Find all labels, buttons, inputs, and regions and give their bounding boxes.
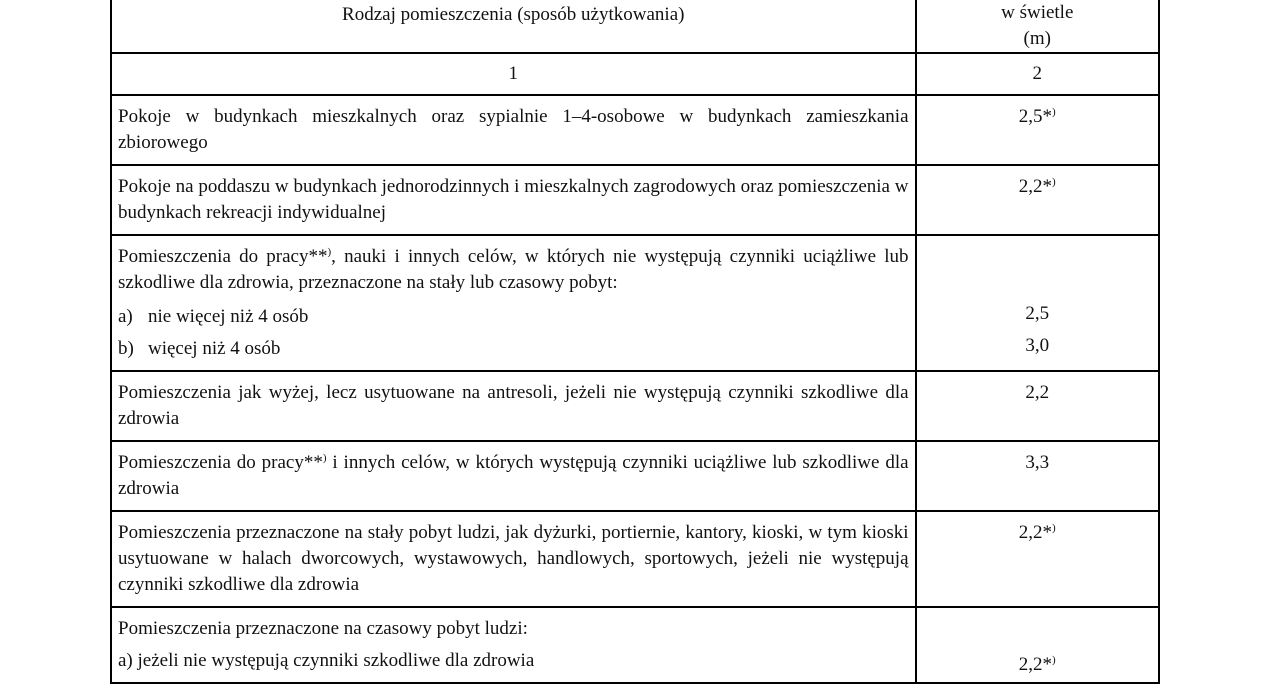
footnote-mark: ) (1052, 176, 1056, 188)
table-header-row (111, 0, 1159, 53)
table-row (111, 95, 1159, 165)
sub-item-b-value: 3,0 (1025, 335, 1050, 356)
footnote-mark: ) (1052, 522, 1056, 534)
row-description: Pokoje w budynkach mieszkalnych oraz sypialnie 1–4-osobowe w budynkach zamieszkania zbiorowego (111, 95, 916, 165)
value-text: 2,2* (1018, 522, 1053, 543)
row-text-part: i innych celów, w których występują czynniki uciążliwe lub szkodliwe dla zdrowia (118, 452, 909, 499)
row-description (111, 607, 916, 683)
row-height-value (916, 511, 1159, 607)
header-room-type-cell (111, 0, 916, 53)
column-number-2: 2 (916, 53, 1159, 95)
row-text-part: Pomieszczenia przeznaczone na czasowy pobyt ludzi: (118, 618, 528, 639)
row-text-part: , nauki i innych celów, w których nie występują czynniki uciążliwe lub szkodliwe dla zdrowia, przeznaczone na stały lub czasowy pobyt: (118, 246, 909, 293)
row-height-value: 2,2 (916, 371, 1159, 441)
table-row (111, 371, 1159, 441)
row-text-part: Pomieszczenia do pracy** (118, 452, 323, 473)
sub-item-label: nie więcej niż 4 osób (148, 306, 309, 327)
footnote-mark: ) (327, 246, 332, 258)
header-height-cell (916, 0, 1159, 53)
table-row (111, 607, 1159, 683)
sub-item-label: a) jeżeli nie występują czynniki szkodliwe dla zdrowia (118, 650, 535, 671)
row-text-part: Pomieszczenia do pracy** (118, 246, 328, 267)
row-height-value: 3,3 (916, 441, 1159, 511)
column-number-1: 1 (111, 53, 916, 95)
footnote-mark: ) (1052, 106, 1056, 118)
row-description (111, 235, 916, 371)
sub-item-label: więcej niż 4 osób (148, 338, 281, 359)
row-height-value (916, 607, 1159, 683)
row-height-value (916, 235, 1159, 371)
table-row (111, 511, 1159, 607)
footnote-mark: ) (322, 452, 327, 464)
footnote-mark: ) (1052, 654, 1056, 666)
value-text: 2,5* (1018, 106, 1053, 127)
header-room-type-title: Rodzaj pomieszczenia (sposób użytkowania) (342, 4, 685, 25)
header-height-line1: w świetle (1001, 2, 1074, 23)
height-requirements-table (110, 0, 1160, 684)
table-row (111, 441, 1159, 511)
row-description (111, 441, 916, 511)
row-description: Pomieszczenia jak wyżej, lecz usytuowane na antresoli, jeżeli nie występują czynniki szkodliwe dla zdrowia (111, 371, 916, 441)
row-height-value (916, 165, 1159, 235)
value-text: 2,2* (1018, 176, 1053, 197)
sub-item-a-value: 2,5 (1025, 303, 1050, 324)
sub-item-a (118, 648, 909, 674)
column-number-row (111, 53, 1159, 95)
sub-item-a (118, 304, 909, 330)
row-height-value (916, 95, 1159, 165)
header-height-unit: (m) (1023, 28, 1051, 49)
value-text: 2,2* (1018, 654, 1053, 675)
sub-item-marker: a) (118, 306, 133, 327)
table-row (111, 235, 1159, 371)
table-row (111, 165, 1159, 235)
sub-item-b (118, 336, 909, 362)
sub-item-marker: b) (118, 338, 134, 359)
row-description: Pomieszczenia przeznaczone na stały pobyt ludzi, jak dyżurki, portiernie, kantory, kioski, w tym kioski usytuowane w halach dworcowych, wystawowych, handlowych, sportowych, jeżeli nie występują czynniki szkodliwe dla zdrowia (111, 511, 916, 607)
row-description: Pokoje na poddaszu w budynkach jednorodzinnych i mieszkalnych zagrodowych oraz pomieszczenia w budynkach rekreacji indywidualnej (111, 165, 916, 235)
